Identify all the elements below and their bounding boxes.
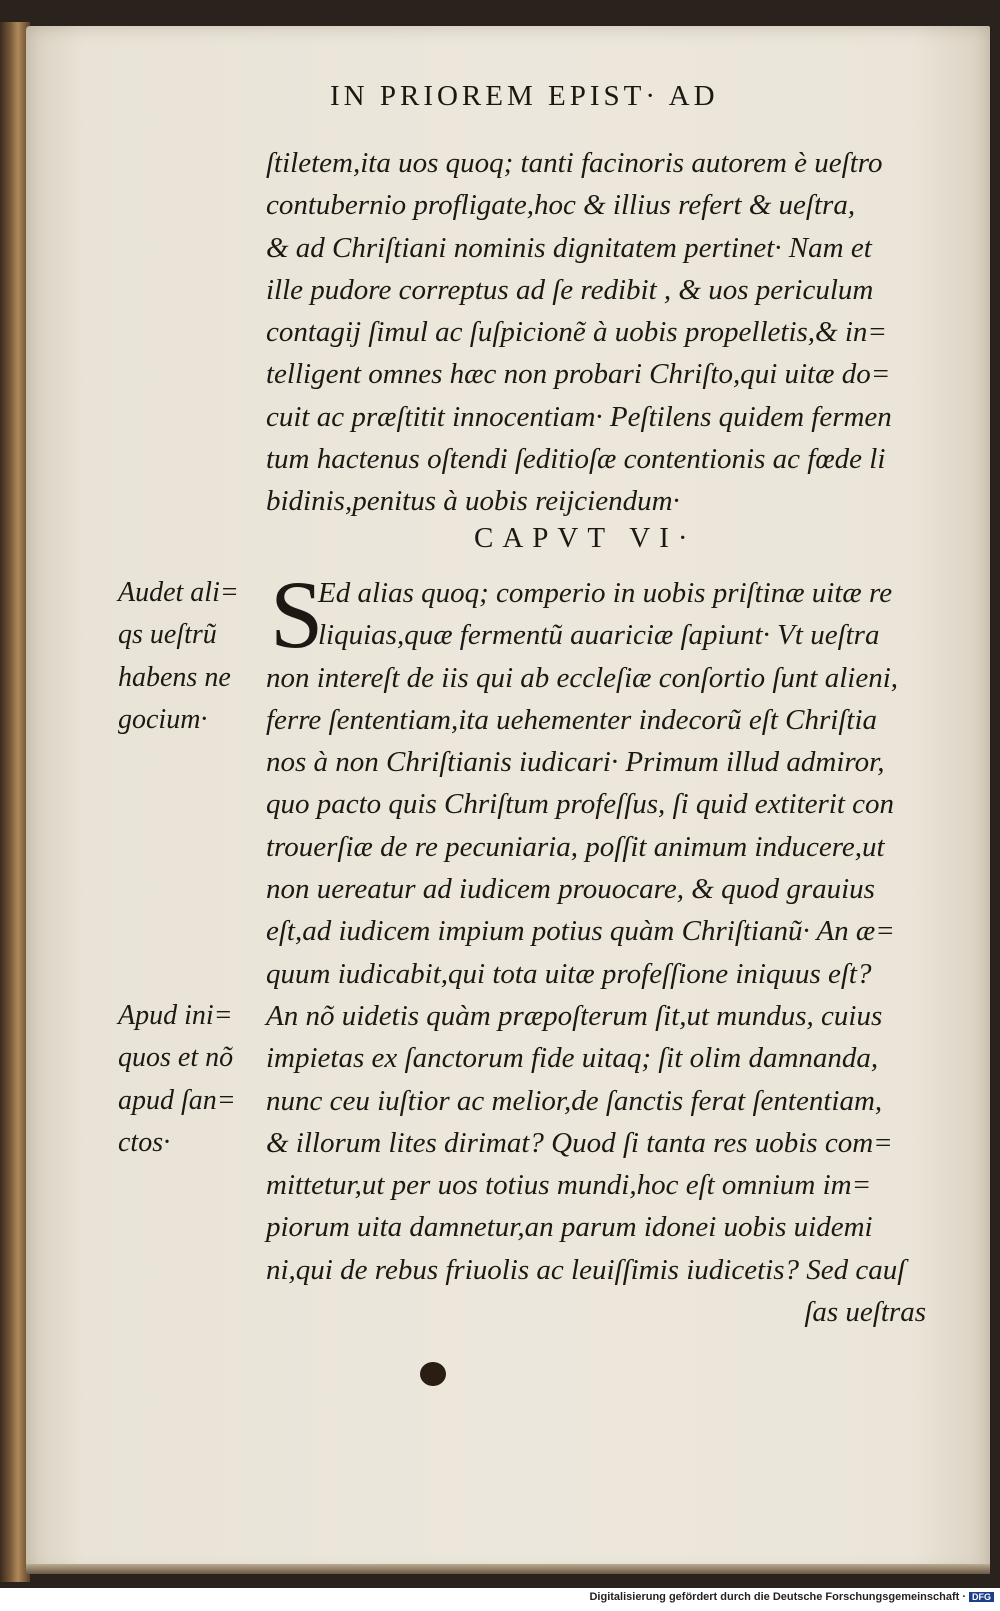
marginal-line: habens ne [118,661,231,693]
marginal-line: quos et nõ [118,1042,234,1074]
drop-cap: S [270,561,324,668]
text-line: telligent omnes hæc non probari Chriſto,qui uitæ do= [266,358,891,391]
text-line: quum iudicabit,qui tota uitæ profeſſione iniquus eſt? [266,957,872,990]
text-line: Ed alias quoq; comperio in uobis priſtinæ uitæ re [318,577,893,609]
marginal-line: qs ueſtrũ [118,619,217,651]
ink-spot [420,1362,446,1386]
text-line: non uereatur ad iudicem prouocare, & quod grauius [266,873,875,906]
text-line: impietas ex ſanctorum fide uitaq; ſit olim damnanda, [266,1042,879,1075]
marginal-line: Apud ini= [118,1000,233,1031]
digitization-footer [589,1591,994,1603]
catchword: ſas ueſtras [804,1296,926,1329]
text-line: nos à non Chriſtianis iudicari· Primum illud admiror, [266,746,885,779]
text-line: An nõ uidetis quàm præpoſterum ſit,ut mundus, cuius [266,999,883,1032]
marginal-note [118,995,258,1164]
text-line: ſtiletem,ita uos quoq; tanti facinoris autorem è ueſtro [266,147,883,179]
marginal-line: gocium· [118,703,208,735]
text-line: quo pacto quis Chriſtum profeſſus, ſi quid extiterit con [266,788,895,821]
text-line: contagij ſimul ac ſuſpicionẽ à uobis propelletis,& in= [266,316,887,349]
continuation-text [266,142,946,523]
text-line: trouerſiæ de re pecuniaria, poſſit animum inducere,ut [266,830,885,863]
text-line: cuit ac præſtitit innocentiam· Peſtilens quidem fermen [266,400,892,433]
chapter-heading: CAPVT VI· [474,522,697,554]
text-line: piorum uita damnetur,an parum idonei uobis uidemi [266,1211,873,1244]
text-line: eſt,ad iudicem impium potius quàm Chriſtianũ· An æ= [266,915,895,948]
text-line: tum hactenus oſtendi ſeditioſæ contentionis ac fœde li [266,443,886,476]
text-line: ni,qui de rebus friuolis ac leuiſſimis iudicetis? Sed cauſ [266,1253,906,1286]
text-line: mittetur,ut per uos totius mundi,hoc eſt omnium im= [266,1169,872,1202]
text-line: contubernio profligate,hoc & illius refert & ueſtra, [266,189,856,222]
marginal-line: ctos· [118,1126,171,1158]
marginal-note [118,572,258,741]
text-line: liquias,quæ fermentũ auariciæ ſapiunt· Vt ueſtra [318,619,880,652]
text-line: & ad Chriſtiani nominis dignitatem pertinet· Nam et [266,231,872,264]
chapter-text [266,561,946,1333]
text-line: ille pudore correptus ad ſe redibit , & uos periculum [266,273,874,306]
text-line: ferre ſententiam,ita uehementer indecorũ eſt Chriſtia [266,703,878,736]
text-line: bidinis,penitus à uobis reijciendum· [266,485,680,518]
text-line: & illorum lites dirimat? Quod ſi tanta res uobis com= [266,1126,893,1159]
running-head: IN PRIOREM EPIST· AD [330,80,719,112]
page-edge [26,1564,990,1574]
footer-text: Digitalisierung gefördert durch die Deutsche Forschungsgemeinschaft · [589,1591,966,1603]
text-line: non intereſt de iis qui ab eccleſiæ conſortio ſunt alieni, [266,661,898,694]
marginal-line: Audet ali= [118,577,239,608]
marginal-line: apud ſan= [118,1084,236,1116]
text-line: nunc ceu iuſtior ac melior,de ſanctis ferat ſententiam, [266,1084,883,1117]
dfg-logo: DFG [969,1592,994,1602]
